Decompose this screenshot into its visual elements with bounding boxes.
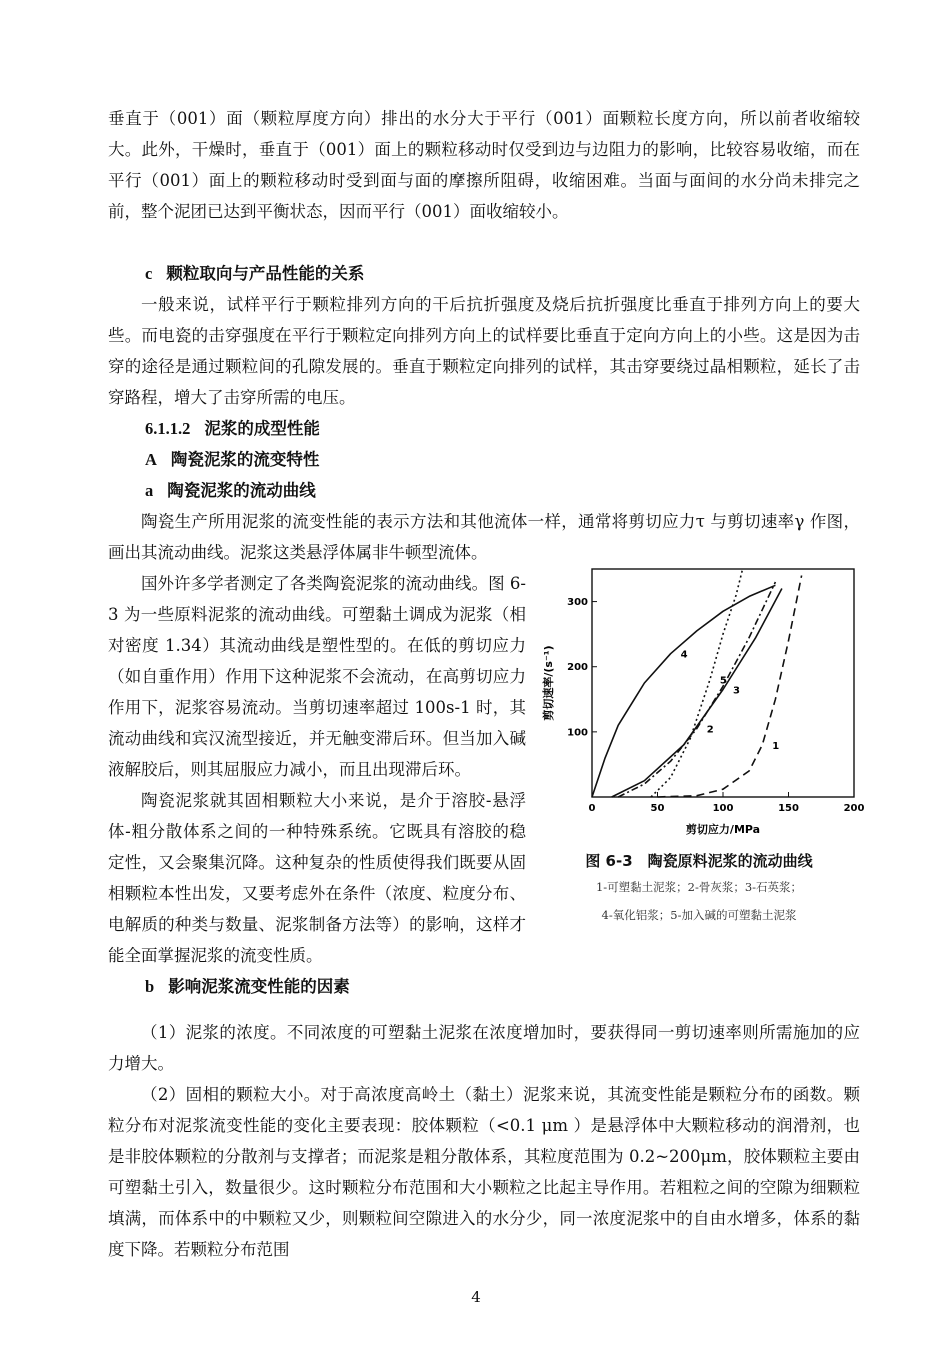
- heading-6112-text: 泥浆的成型性能: [204, 419, 320, 438]
- curve-label-3: 3: [733, 685, 740, 697]
- paragraph-concentration: （1）泥浆的浓度。不同浓度的可塑黏土泥浆在浓度增加时，要获得同一剪切速率则所需施加的应力增大。: [108, 1023, 860, 1073]
- heading-c: [145, 258, 364, 289]
- paragraph-orientation: 一般来说，试样平行于颗粒排列方向的干后抗折强度及烧后抗折强度比垂直于排列方向上的要大些。而电瓷的击穿强度在平行于颗粒定向排列方向上的试样要比垂直于定向方向上的小些。这是因为击穿的途径是通过颗粒间的孔隙发展的。垂直于颗粒定向排列的试样，其击穿要绕过晶相颗粒，延长了击穿路程，增大了击穿所需的电压。: [108, 295, 860, 407]
- paragraph-rheology-intro: 陶瓷生产所用泥浆的流变性能的表示方法和其他流体一样，通常将剪切应力τ 与剪切速率γ 作图，画出其流动曲线。泥浆这类悬浮体属非牛顿型流体。: [108, 512, 860, 562]
- y-tick-label: 200: [567, 662, 588, 674]
- paragraph-colloid-system: 陶瓷泥浆就其固相颗粒大小来说，是介于溶胶-悬浮体-粗分散体系之间的一种特殊系统。它既具有溶胶的稳定性，又会聚集沉降。这种复杂的性质使得我们既要从固相颗粒本性出发，又要考虑外在条件（浓度、粒度分布、电解质的种类与数量、泥浆制备方法等）的影响，这样才能全面掌握泥浆的流变性质。: [108, 791, 526, 965]
- x-tick-label: 50: [650, 803, 665, 814]
- chart-series: [592, 569, 802, 797]
- x-tick-label: 200: [843, 803, 865, 814]
- curve-label-1: 1: [772, 740, 780, 752]
- series-line-3: [612, 589, 782, 798]
- curve-label-5: 5: [719, 675, 727, 687]
- flow-curve-chart: [536, 557, 865, 847]
- figure-caption: 图 6-3 陶瓷原料泥浆的流动曲线: [585, 852, 813, 870]
- heading-A: [145, 444, 319, 475]
- curve-label-2: 2: [706, 724, 714, 736]
- y-tick-label: 100: [567, 727, 588, 739]
- figure-legend-line-2: 4-氧化铝浆；5-加入碱的可塑黏土泥浆: [601, 908, 797, 922]
- figure-6-3: [536, 557, 865, 937]
- series-line-1: [658, 576, 802, 798]
- x-tick-label: 150: [778, 803, 799, 814]
- x-tick-label: 0: [588, 803, 596, 814]
- heading-a-text: 陶瓷泥浆的流动曲线: [167, 481, 316, 500]
- heading-a: [145, 475, 316, 506]
- figure-legend-line-1: 1-可塑黏土泥浆；2-骨灰浆；3-石英浆；: [595, 880, 803, 894]
- x-tick-label: 100: [712, 803, 734, 814]
- curve-label-4: 4: [680, 649, 688, 661]
- heading-A-tag: A: [145, 450, 157, 469]
- paragraph-particle-size: （2）固相的颗粒大小。对于高浓度高岭土（黏土）泥浆来说，其流变性能是颗粒分布的函数。颗粒分布对泥浆流变性能的变化主要表现：胶体颗粒（<0.1 μm ）是悬浮体中大颗粒移动的润滑剂，也是非胶体颗粒的分散剂与支撑者；而泥浆是粗分散体系，其粒度范围为 0.2~200μm，胶体颗粒主要由可塑黏土引入，数量很少。这时颗粒分布范围和大小颗粒之比起主导作用。若粗粒之间的空隙为细颗粒填满，而体系中的中颗粒又少，则颗粒间空隙进入的水分少，同一浓度泥浆中的自由水增多，体系的黏度下降。若颗粒分布范围: [108, 1085, 860, 1259]
- chart-axes: [541, 569, 864, 836]
- heading-c-text: 颗粒取向与产品性能的关系: [166, 264, 365, 283]
- heading-a-tag: a: [145, 481, 154, 500]
- paragraph-shrinkage: 垂直于（001）面（颗粒厚度方向）排出的水分大于平行（001）面颗粒长度方向，所以前者收缩较大。此外，干燥时，垂直于（001）面上的颗粒移动时仅受到边与边阻力的影响，比较容易收缩，而在平行（001）面上的颗粒移动时受到面与面的摩擦所阻碍，收缩困难。当面与面间的水分尚未排完之前，整个泥团已达到平衡状态，因而平行（001）面收缩较小。: [108, 109, 860, 221]
- heading-6112: [145, 413, 320, 444]
- paragraph-flow-curves: 国外许多学者测定了各类陶瓷泥浆的流动曲线。图 6-3 为一些原料泥浆的流动曲线。可塑黏土调成为泥浆（相对密度 1.34）其流动曲线是塑性型的。在低的剪切应力（如自重作用）作用下这种泥浆不会流动，在高剪切应力作用下，泥浆容易流动。当剪切速率超过 100s-1 时，其流动曲线和宾汉流型接近，并无触变滞后环。但当加入碱液解胶后，则其屈服应力减小，而且出现滞后环。: [108, 574, 526, 779]
- heading-b-text: 影响泥浆流变性能的因素: [168, 977, 350, 996]
- heading-b: [145, 971, 350, 1002]
- y-axis-label: 剪切速率/(s⁻¹): [542, 645, 555, 721]
- heading-A-text: 陶瓷泥浆的流变特性: [170, 450, 320, 469]
- series-line-4: [592, 585, 775, 797]
- heading-b-tag: b: [145, 977, 155, 996]
- x-axis-label: 剪切应力/MPa: [685, 823, 761, 836]
- heading-6112-tag: 6.1.1.2: [145, 419, 191, 438]
- heading-c-tag: c: [145, 264, 153, 283]
- y-tick-label: 300: [567, 597, 588, 609]
- page-number: 4: [471, 1288, 481, 1306]
